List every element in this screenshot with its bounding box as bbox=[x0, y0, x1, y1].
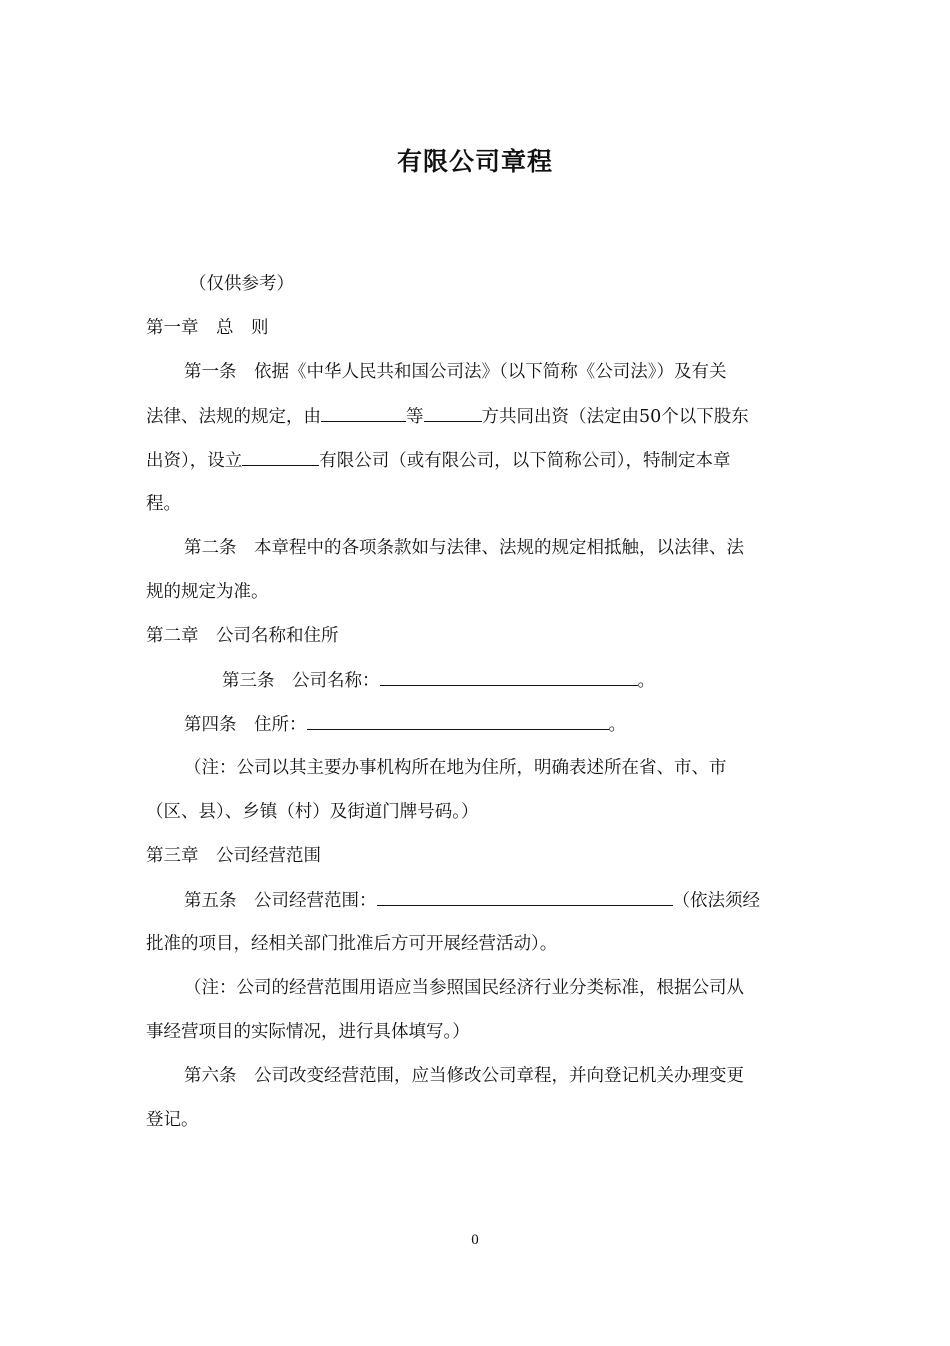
blank-address-field[interactable] bbox=[307, 712, 609, 730]
chapter-1-heading: 第一章 总 则 bbox=[146, 318, 269, 338]
chapter-2-heading: 第二章 公司名称和住所 bbox=[146, 626, 339, 646]
note-2-line-1: （注：公司的经营范围用语应当参照国民经济行业分类标准，根据公司从 bbox=[184, 978, 744, 998]
article-1-line-4: 程。 bbox=[146, 494, 181, 514]
article-6-line-2: 登记。 bbox=[146, 1110, 199, 1130]
chapter-3-heading: 第三章 公司经营范围 bbox=[146, 846, 321, 866]
blank-party-count[interactable] bbox=[424, 404, 482, 422]
article-5-line-2: 批准的项目，经相关部门批准后方可开展经营活动）。 bbox=[146, 934, 558, 954]
blank-company-name[interactable] bbox=[242, 448, 319, 466]
blank-company-name-field[interactable] bbox=[380, 668, 638, 686]
article-6-line-1: 第六条 公司改变经营范围，应当修改公司章程，并向登记机关办理变更 bbox=[184, 1066, 744, 1086]
note-1-line-1: （注：公司以其主要办事机构所在地为住所，明确表述所在省、市、市 bbox=[184, 758, 727, 778]
reference-note: （仅供参考） bbox=[189, 274, 294, 294]
article-1-line-2: 法律、法规的规定，由 等 方共同出资（法定由50个以下股东 bbox=[146, 404, 806, 429]
note-1-line-2: （区、县）、乡镇（村）及街道门牌号码。） bbox=[146, 802, 479, 822]
article-5-line-1: 第五条 公司经营范围： （依法须经 bbox=[184, 888, 844, 913]
article-2-line-2: 规的规定为准。 bbox=[146, 582, 269, 602]
article-2-line-1: 第二条 本章程中的各项条款如与法律、法规的规定相抵触，以法律、法 bbox=[184, 538, 744, 558]
blank-shareholders[interactable] bbox=[321, 404, 406, 422]
document-title: 有限公司章程 bbox=[396, 147, 553, 176]
blank-business-scope-field[interactable] bbox=[377, 888, 673, 906]
article-1-line-1: 第一条 依据《中华人民共和国公司法》（以下简称《公司法》）及有关 bbox=[184, 362, 727, 382]
page-number: 0 bbox=[471, 1232, 479, 1248]
article-4: 第四条 住所： 。 bbox=[184, 712, 844, 737]
article-3: 第三条 公司名称： 。 bbox=[222, 668, 882, 693]
article-1-line-3: 出资），设立 有限公司（或有限公司，以下简称公司），特制定本章 bbox=[146, 448, 806, 473]
note-2-line-2: 事经营项目的实际情况，进行具体填写。） bbox=[146, 1022, 470, 1042]
